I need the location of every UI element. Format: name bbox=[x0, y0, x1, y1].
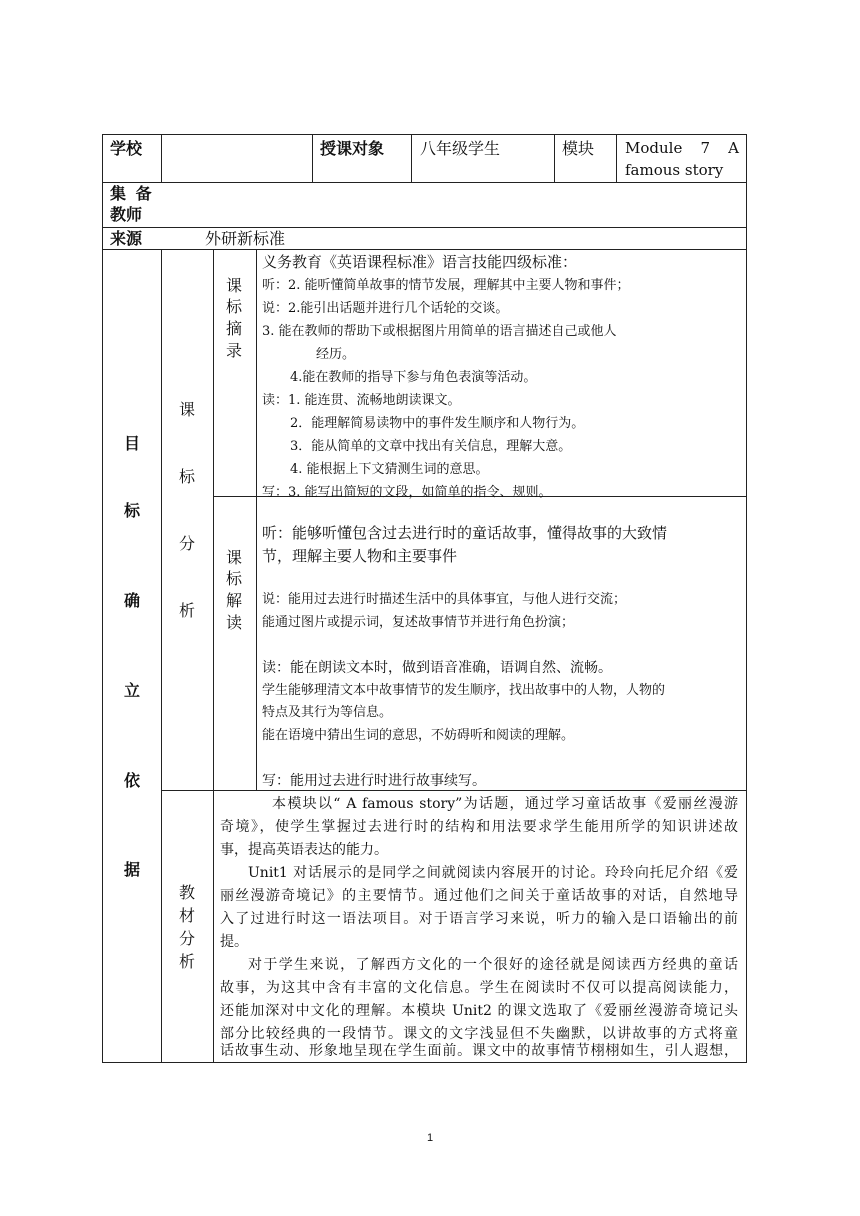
textbook-line: 还能加深对中文化的理解。本模块 Unit2 的课文选取了《爱丽丝漫游奇境记头 bbox=[220, 1003, 738, 1019]
interpretation-line: 说：能用过去进行时描述生活中的具体事宜，与他人进行交流； bbox=[262, 592, 627, 607]
textbook-line: 入了过进行时这一语法项目。对于语言学习来说，听力的输入是口语输出的前 bbox=[220, 911, 738, 927]
excerpt-line: 4.能在教师的指导下参与角色表演等活动。 bbox=[290, 370, 537, 385]
textbook-line: 本模块以“ A famous story”为话题，通过学习童话故事《爱丽丝漫游 bbox=[272, 796, 738, 812]
source-label: 来源 bbox=[110, 229, 143, 248]
source-value: 外研新标准 bbox=[205, 229, 286, 248]
textbook-line: 部分比较经典的一段情节。课文的文字浅显但不失幽默，以讲故事的方式将童 bbox=[220, 1026, 738, 1042]
teachers-label-line2: 教师 bbox=[110, 205, 143, 224]
module-label: 模块 bbox=[562, 139, 595, 158]
interpretation-line: 听：能够听懂包含过去进行时的童话故事，懂得故事的大致情 bbox=[262, 524, 668, 542]
interpretation-line: 能通过图片或提示词，复述故事情节并进行角色扮演； bbox=[262, 615, 575, 630]
textbook-line: 提。 bbox=[220, 934, 248, 950]
excerpt-line: 读：1. 能连贯、流畅地朗读课文。 bbox=[262, 393, 461, 408]
excerpt-line: 4. 能根据上下文猜测生词的意思。 bbox=[290, 462, 489, 477]
kebiao-label-char: 课 bbox=[178, 400, 195, 419]
excerpt-line: 经历。 bbox=[316, 347, 356, 362]
kebiao-label-char: 分 bbox=[178, 534, 195, 553]
side-label-char: 依 bbox=[123, 771, 140, 790]
module-value-line2: famous story bbox=[625, 161, 724, 179]
excerpt-label-char: 摘 bbox=[225, 319, 242, 338]
page-number: 1 bbox=[427, 1132, 434, 1144]
interpretation-line: 学生能够理清文本中故事情节的发生顺序，找出故事中的人物，人物的 bbox=[262, 683, 666, 698]
interpretation-line: 特点及其行为等信息。 bbox=[262, 705, 393, 720]
target-value: 八年级学生 bbox=[420, 139, 501, 158]
textbook-label-char: 分 bbox=[178, 929, 195, 948]
module-value-line1: Module 7 A bbox=[625, 139, 739, 157]
school-label: 学校 bbox=[110, 139, 143, 158]
teachers-label-line1: 集 备 bbox=[110, 184, 154, 203]
target-label: 授课对象 bbox=[320, 139, 385, 158]
textbook-label-char: 材 bbox=[178, 906, 195, 925]
textbook-line: 丽丝漫游奇境记》的主要情节。通过他们之间关于童话故事的对话，自然地导 bbox=[220, 888, 738, 904]
interpretation-label-char: 课 bbox=[225, 548, 242, 567]
interpretation-label-char: 解 bbox=[225, 591, 242, 610]
excerpt-label-char: 标 bbox=[225, 297, 242, 316]
excerpt-label-char: 课 bbox=[225, 276, 242, 295]
side-label-char: 目 bbox=[123, 434, 140, 453]
side-label-char: 立 bbox=[123, 681, 140, 700]
excerpt-label-char: 录 bbox=[225, 341, 242, 360]
kebiao-label-char: 析 bbox=[178, 601, 195, 620]
excerpt-line: 听：2. 能听懂简单故事的情节发展，理解其中主要人物和事件； bbox=[262, 278, 630, 293]
textbook-label-char: 析 bbox=[178, 952, 195, 971]
side-label-char: 据 bbox=[123, 860, 140, 879]
interpretation-line: 写：能用过去进行时进行故事续写。 bbox=[262, 773, 486, 789]
excerpt-line: 3. 能在教师的帮助下或根据图片用简单的语言描述自己或他人 bbox=[262, 324, 617, 339]
interpretation-line: 节，理解主要人物和主要事件 bbox=[262, 547, 458, 565]
interpretation-label-char: 读 bbox=[225, 613, 242, 632]
kebiao-label-char: 标 bbox=[178, 467, 195, 486]
excerpt-line: 义务教育《英语课程标准》语言技能四级标准： bbox=[262, 253, 578, 271]
textbook-line: 故事，为这其中含有丰富的文化信息。学生在阅读时不仅可以提高阅读能力， bbox=[220, 980, 738, 996]
textbook-line: 话故事生动、形象地呈现在学生面前。课文中的故事情节栩栩如生，引人遐想， bbox=[220, 1043, 738, 1059]
excerpt-line: 写：3. 能写出简短的文段，如简单的指令、规则。 bbox=[262, 485, 552, 500]
textbook-line: 奇境》，使学生掌握过去进行时的结构和用法要求学生能用所学的知识讲述故 bbox=[220, 819, 738, 835]
side-label-char: 确 bbox=[123, 591, 140, 610]
textbook-label-char: 教 bbox=[178, 883, 195, 902]
interpretation-line: 能在语境中猜出生词的意思，不妨碍听和阅读的理解。 bbox=[262, 728, 575, 743]
interpretation-line: 读：能在朗读文本时，做到语音准确，语调自然、流畅。 bbox=[262, 660, 612, 676]
excerpt-line: 说：2.能引出话题并进行几个话轮的交谈。 bbox=[262, 301, 509, 316]
excerpt-line: 2．能理解简易读物中的事件发生顺序和人物行为。 bbox=[290, 416, 585, 431]
interpretation-label-char: 标 bbox=[225, 569, 242, 588]
textbook-line: 事，提高英语表达的能力。 bbox=[220, 842, 388, 858]
textbook-line: Unit1 对话展示的是同学之间就阅读内容展开的讨论。玲玲向托尼介绍《爱 bbox=[248, 865, 738, 881]
side-label-char: 标 bbox=[123, 501, 140, 520]
textbook-line: 对于学生来说，了解西方文化的一个很好的途径就是阅读西方经典的童话 bbox=[248, 957, 738, 973]
excerpt-line: 3．能从简单的文章中找出有关信息，理解大意。 bbox=[290, 439, 572, 454]
